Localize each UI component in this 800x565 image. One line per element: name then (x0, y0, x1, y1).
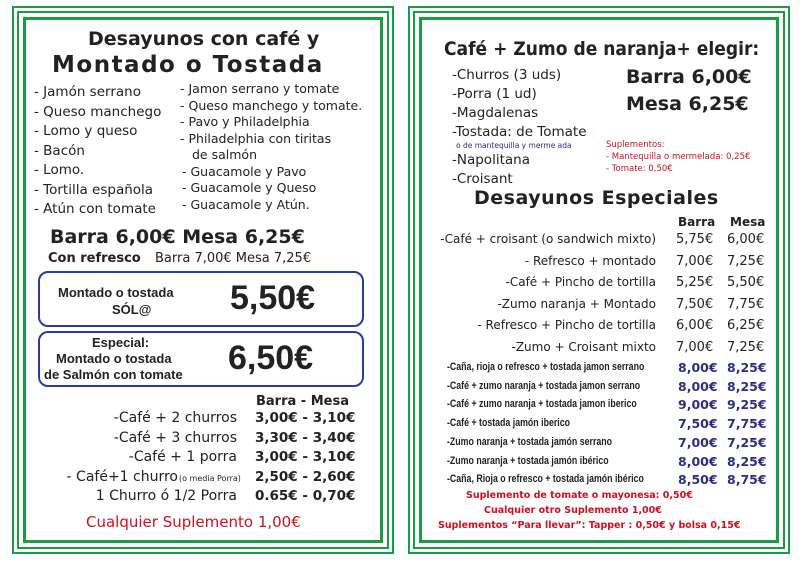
churro-item: 1 Churro ó 1/2 Porra (95, 488, 237, 504)
price-barra: 8,00€ (678, 453, 718, 469)
right-item: -Napolitana (452, 152, 530, 168)
right-item: -Croisant (452, 171, 513, 187)
especial-item: -Café + Pincho de tortilla (505, 275, 656, 289)
especial-item: - Refresco + Pincho de tortilla (477, 318, 656, 332)
right-barra-price: Barra 6,00€ (626, 66, 752, 88)
price-barra: 7,00€ (676, 253, 714, 269)
price-mesa: 6,00€ (727, 232, 765, 247)
jamon-item: -Caña, Rioja o refresco + tostada jamón ibérico (447, 473, 644, 486)
filling-item: - Pavo y Philadelphia (180, 114, 310, 129)
box2-line2: Montado o tostada (56, 351, 172, 366)
price-barra: 7,50€ (678, 416, 718, 432)
price-mesa: 8,75€ (727, 472, 767, 488)
jamon-item: -Café + tostada jamón iberico (447, 417, 570, 430)
box1-line1: Montado o tostada (58, 285, 174, 300)
churro-price: 0.65€ - 0,70€ (255, 488, 356, 504)
churro-price: 3,30€ - 3,40€ (255, 429, 356, 446)
churro-note: (o media Porra) (179, 473, 241, 483)
filling-item: de salmón (192, 147, 257, 162)
price-mesa: 8,25€ (727, 360, 767, 375)
footer-line: Suplemento de tomate o mayonesa: 0,50€ (466, 490, 693, 501)
price-barra: 6,00€ (676, 318, 714, 333)
right-mesa-price: Mesa 6,25€ (626, 93, 749, 115)
left-suplemento: Cualquier Suplemento 1,00€ (86, 513, 301, 531)
jamon-item: -Zumo naranja + tostada jamón serrano (447, 435, 613, 448)
jamon-item: -Zumo naranja + tostada jamón ibérico (447, 454, 609, 467)
right-title: Café + Zumo de naranja+ elegir: (444, 38, 760, 60)
suplemento-line: Suplementos: (606, 140, 665, 150)
filling-item: - Tortilla española (34, 181, 154, 198)
salmon-box (38, 331, 364, 387)
jamon-item: -Caña, rioja o refresco + tostada jamon serrano (447, 361, 645, 373)
price-barra: 8,00€ (678, 360, 718, 375)
filling-item: - Lomo y queso (34, 123, 138, 139)
suplemento-line: - Mantequilla o mermelada: 0,25€ (606, 152, 751, 162)
price-mesa: 9,25€ (727, 397, 767, 413)
footer-line: Suplementos “Para llevar”: Tapper : 0,50€ y bolsa 0,15€ (438, 520, 741, 531)
box2-line1: Especial: (92, 335, 150, 350)
price-barra: 9,00€ (678, 397, 718, 413)
refresco-label: Con refresco (48, 251, 141, 266)
right-item-note: o de mantequilla y merme ada (456, 141, 572, 150)
filling-item: - Jamon serrano y tomate (180, 81, 340, 96)
price-mesa: 7,75€ (727, 416, 767, 432)
filling-item: - Jamón serrano (34, 84, 141, 100)
especial-item: -Zumo naranja + Montado (497, 296, 656, 311)
price-mesa: 8,25€ (727, 453, 767, 469)
price-barra: 7,00€ (676, 339, 714, 355)
price-barra: 5,75€ (676, 232, 714, 247)
churro-price: 3,00€ - 3,10€ (255, 449, 356, 465)
box1-line2: SÓL@ (112, 302, 152, 317)
churros-header: Barra - Mesa (256, 394, 349, 409)
filling-item: - Lomo. (34, 162, 85, 178)
especial-item: -Café + croisant (o sandwich mixto) (440, 232, 656, 246)
right-item: -Churros (3 uds) (452, 67, 562, 83)
left-title-2: Montado o Tostada (52, 52, 324, 78)
box1-price: 5,50€ (230, 279, 316, 317)
price-barra: 7,00€ (678, 434, 718, 450)
especial-item: -Zumo + Croisant mixto (511, 339, 656, 354)
churro-price: 2,50€ - 2,60€ (255, 468, 356, 485)
especiales-title: Desayunos Especiales (474, 187, 719, 209)
filling-item: - Queso manchego (34, 103, 162, 120)
filling-item: - Guacamole y Atún. (182, 196, 310, 212)
price-barra: 8,50€ (678, 472, 718, 488)
jamon-item: -Café + zumo naranja + tostada jamon iberico (447, 398, 637, 411)
churro-item: -Café + 2 churros (113, 410, 237, 426)
filling-item: - Philadelphia con tiritas (180, 130, 332, 146)
right-item: -Tostada: de Tomate (452, 124, 587, 140)
price-barra: 7,50€ (676, 296, 714, 312)
filling-item: - Queso manchego y tomate. (180, 97, 363, 113)
churro-price: 3,00€ - 3,10€ (255, 410, 356, 426)
especial-item: - Refresco + montado (524, 253, 656, 268)
churro-item: - Café+1 churro (66, 468, 178, 485)
price-barra: 5,25€ (676, 275, 714, 290)
right-item: -Magdalenas (452, 105, 539, 121)
price-mesa: 7,25€ (727, 339, 765, 355)
price-mesa: 7,75€ (727, 296, 765, 312)
filling-item: - Bacón (34, 142, 85, 159)
left-title-1: Desayunos con café y (88, 28, 320, 50)
price-mesa: 5,50€ (727, 275, 765, 290)
right-item: -Porra (1 ud) (452, 86, 537, 102)
price-mesa: 6,25€ (727, 318, 765, 333)
refresco-prices: Barra 7,00€ Mesa 7,25€ (155, 251, 312, 266)
filling-item: - Guacamole y Pavo (182, 163, 307, 179)
price-mesa: 7,25€ (727, 434, 767, 450)
price-barra: 8,00€ (678, 378, 718, 394)
col-barra: Barra (678, 215, 716, 229)
churro-item: -Café + 1 porra (128, 449, 237, 465)
price-mesa: 7,25€ (727, 253, 765, 269)
box2-price: 6,50€ (228, 339, 314, 377)
montado-solo-box (38, 271, 364, 327)
col-mesa: Mesa (730, 215, 766, 229)
filling-item: - Guacamole y Queso (182, 180, 317, 195)
box2-line3: de Salmón con tomate (44, 367, 183, 382)
suplemento-line: - Tomate: 0,50€ (606, 164, 673, 174)
footer-line: Cualquier otro Suplemento 1,00€ (484, 505, 662, 516)
jamon-item: -Café + zumo naranja + tostada jamon serrano (447, 379, 641, 392)
filling-item: - Atún con tomate (34, 201, 156, 217)
price-mesa: 8,25€ (727, 378, 767, 394)
churro-item: -Café + 3 churros (113, 429, 237, 446)
left-price-line: Barra 6,00€ Mesa 6,25€ (50, 226, 305, 248)
